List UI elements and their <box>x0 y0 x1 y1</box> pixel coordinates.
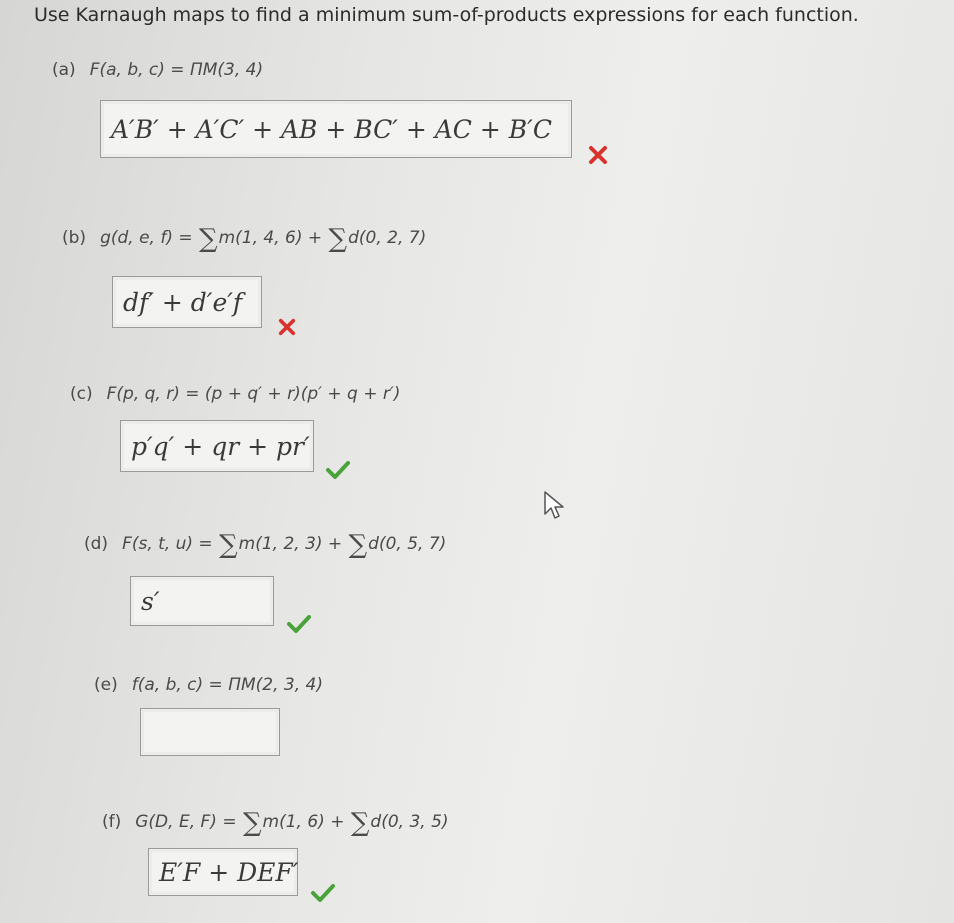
answer-text: E′F + DEF′ <box>159 857 299 887</box>
answer-input-b[interactable] <box>112 276 262 328</box>
mouse-cursor-icon <box>543 490 565 520</box>
sigma-symbol: ∑ <box>348 530 368 560</box>
answer-input-f[interactable] <box>148 848 298 896</box>
question-letter: (c) <box>70 384 93 404</box>
question-letter: (d) <box>84 534 109 554</box>
answer-text: df′ + d′e′f <box>123 287 243 317</box>
checkmark-icon <box>310 883 336 903</box>
page-heading: Use Karnaugh maps to find a minimum sum-of-products expressions for each function. <box>34 4 859 26</box>
answer-text: s′ <box>141 586 160 616</box>
answer-text: p′q′ + qr + pr′ <box>131 431 310 461</box>
question-f-label: (f) G(D, E, F) = ∑m(1, 6) + ∑d(0, 3, 5) <box>102 808 449 838</box>
sigma-symbol: ∑ <box>328 224 348 254</box>
answer-input-c[interactable] <box>120 420 314 472</box>
checkmark-icon <box>325 460 351 480</box>
checkmark-icon <box>286 614 312 634</box>
question-c-label <box>70 384 400 404</box>
question-letter: (b) <box>62 228 87 248</box>
answer-input-d[interactable] <box>130 576 274 626</box>
sigma-symbol: ∑ <box>219 530 238 560</box>
question-a-label <box>52 60 263 80</box>
question-b-label: (b) g(d, e, f) = ∑m(1, 4, 6) + ∑d(0, 2, 7) <box>62 224 427 254</box>
question-function: F(p, q, r) = (p + q′ + r)(p′ + q + r′) <box>106 384 401 404</box>
answer-input-a[interactable] <box>100 100 572 158</box>
answer-text: A′B′ + A′C′ + AB + BC′ + AC + B′C <box>111 114 552 144</box>
answer-input-e[interactable] <box>140 708 280 756</box>
question-function: f(a, b, c) = ΠM(2, 3, 4) <box>131 675 323 695</box>
question-letter: (a) <box>52 60 76 80</box>
cross-icon <box>588 145 608 165</box>
question-letter: (e) <box>94 675 118 695</box>
question-letter: (f) <box>102 812 122 832</box>
question-e-label <box>94 675 323 695</box>
sigma-symbol: ∑ <box>242 808 262 838</box>
sigma-symbol: ∑ <box>350 808 370 838</box>
sigma-symbol: ∑ <box>199 224 218 254</box>
cross-icon <box>278 318 296 336</box>
question-d-label: (d) F(s, t, u) = ∑m(1, 2, 3) + ∑d(0, 5, 7) <box>84 530 447 560</box>
question-function: F(a, b, c) = ΠM(3, 4) <box>89 60 264 80</box>
